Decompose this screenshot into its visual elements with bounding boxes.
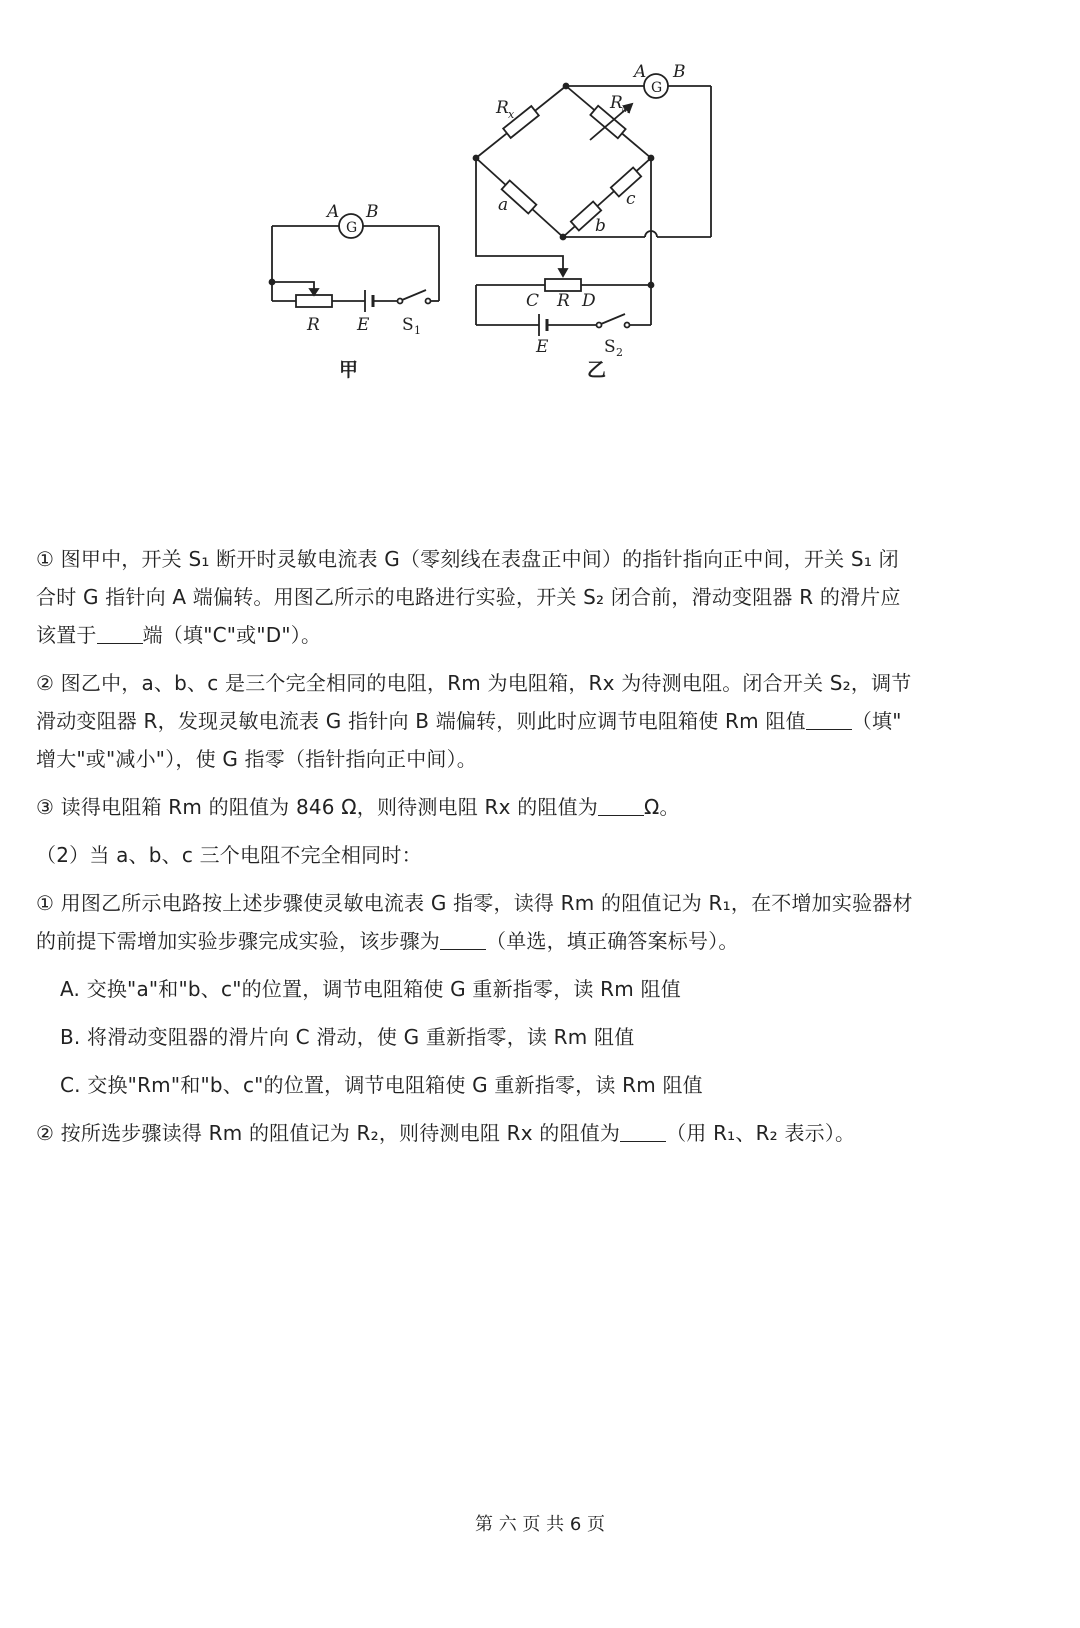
jia-caption: 甲 — [339, 359, 359, 381]
q1-line-3-prefix: 该置于 — [36, 623, 97, 647]
p2q1-line-2 — [36, 922, 1046, 960]
rheostat-jia — [296, 295, 332, 307]
yi-label-A: A — [634, 62, 647, 82]
yi-caption: 乙 — [587, 359, 607, 381]
jia-label-S: S — [402, 315, 414, 335]
q3-suffix: Ω。 — [644, 795, 680, 819]
part2-heading: （2）当 a、b、c 三个电阻不完全相同时： — [36, 843, 422, 867]
q2-line-3: 增大"或"减小"），使 G 指零（指针指向正中间）。 — [36, 747, 478, 771]
page-footer: 第 六 页 共 6 页 — [474, 1514, 606, 1535]
jia-label-R: R — [307, 315, 320, 335]
answer-blank-5[interactable] — [620, 1121, 666, 1142]
yi-label-Rm: R — [610, 93, 623, 113]
circuit-diagrams-svg — [0, 0, 1080, 420]
p2q1-line-1: ① 用图乙所示电路按上述步骤使灵敏电流表 G 指零，读得 Rm 的阻值记为 R₁，在不增加实验器材 — [36, 891, 913, 915]
q2-line-2 — [36, 702, 1046, 740]
q2-line-1: ② 图乙中，a、b、c 是三个完全相同的电阻，Rm 为电阻箱，Rx 为待测电阻。闭合开关 S₂，调节 — [36, 671, 912, 695]
yi-label-R: R — [557, 291, 570, 311]
p2q2-line — [36, 1114, 1046, 1152]
yi-label-Rx-sub: x — [508, 108, 515, 121]
q1-line-2: 合时 G 指针向 A 端偏转。用图乙所示的电路进行实验，开关 S₂ 闭合前，滑动变阻器 R 的滑片应 — [36, 585, 901, 609]
p2q2-suffix: （用 R₁、R₂ 表示）。 — [666, 1121, 856, 1145]
p2q1-line-2-prefix: 的前提下需增加实验步骤完成实验，该步骤为 — [36, 929, 440, 953]
yi-label-b: b — [595, 216, 606, 236]
jia-label-G: G — [346, 220, 358, 236]
jia-label-B: B — [366, 202, 379, 222]
answer-blank-1[interactable] — [97, 623, 143, 644]
jia-label-S-sub: 1 — [414, 324, 421, 337]
yi-label-Rm-sub: M — [621, 105, 632, 116]
q1-line-3-suffix: 端（填"C"或"D"）。 — [142, 623, 322, 647]
answer-blank-4[interactable] — [440, 929, 486, 950]
yi-label-B: B — [673, 62, 686, 82]
circuit-figures — [0, 0, 1080, 420]
q1-line-3 — [36, 616, 1046, 654]
answer-blank-3[interactable] — [598, 795, 644, 816]
yi-label-c: c — [626, 189, 636, 209]
yi-label-E: E — [536, 337, 549, 357]
yi-label-Rx: R — [496, 98, 509, 118]
q2-line-2-suffix: （填" — [851, 709, 902, 733]
p2q1-line-2-suffix: （单选，填正确答案标号）。 — [486, 929, 739, 953]
yi-label-S: S — [604, 337, 616, 357]
jia-label-A: A — [327, 202, 340, 222]
question-text — [36, 540, 1046, 1152]
yi-label-C: C — [526, 291, 540, 311]
q3-prefix: ③ 读得电阻箱 Rm 的阻值为 846 Ω，则待测电阻 Rx 的阻值为 — [36, 795, 598, 819]
jia-label-E: E — [357, 315, 370, 335]
option-c: C. 交换"Rm"和"b、c"的位置，调节电阻箱使 G 重新指零，读 Rm 阻值 — [60, 1073, 703, 1097]
yi-label-S-sub: 2 — [616, 346, 623, 359]
q2-line-2-prefix: 滑动变阻器 R，发现灵敏电流表 G 指针向 B 端偏转，则此时应调节电阻箱使 Rm 阻值 — [36, 709, 806, 733]
rheostat-yi — [545, 279, 581, 291]
yi-label-a: a — [498, 195, 509, 215]
yi-label-G: G — [651, 80, 663, 96]
option-a: A. 交换"a"和"b、c"的位置，调节电阻箱使 G 重新指零，读 Rm 阻值 — [60, 977, 681, 1001]
p2q2-prefix: ② 按所选步骤读得 Rm 的阻值记为 R₂，则待测电阻 Rx 的阻值为 — [36, 1121, 621, 1145]
option-b: B. 将滑动变阻器的滑片向 C 滑动，使 G 重新指零，读 Rm 阻值 — [60, 1025, 635, 1049]
yi-label-D: D — [582, 291, 596, 311]
q1-line-1: ① 图甲中，开关 S₁ 断开时灵敏电流表 G（零刻线在表盘正中间）的指针指向正中间，开关 S₁ 闭 — [36, 547, 899, 571]
q3-line — [36, 788, 1046, 826]
answer-blank-2[interactable] — [806, 709, 852, 730]
